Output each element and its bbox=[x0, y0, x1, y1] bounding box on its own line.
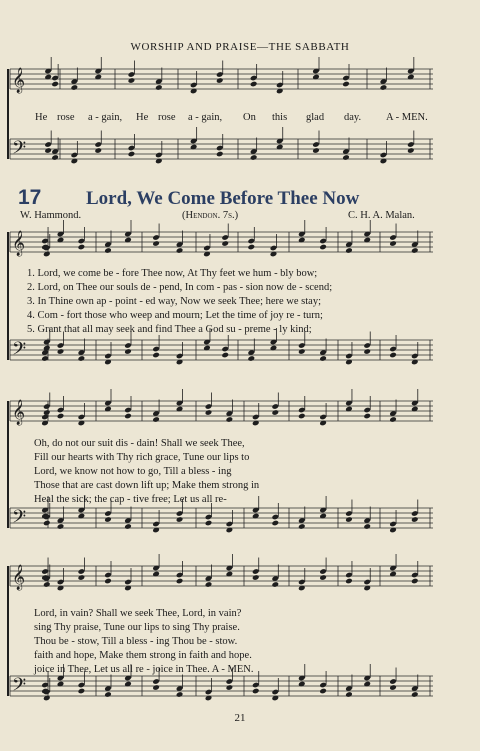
verse-line: Heal the sick; the cap - tive free; Let us all re- bbox=[34, 494, 227, 505]
verse-line: Lord, in vain? Shall we seek Thee, Lord, in vain? bbox=[34, 608, 242, 619]
notehead bbox=[205, 581, 213, 588]
notehead bbox=[226, 684, 234, 691]
notehead bbox=[298, 348, 306, 355]
hymn-author: W. Hammond. bbox=[20, 210, 82, 221]
hymn-composer: C. H. A. Malan. bbox=[348, 210, 415, 221]
hymn-tune: (Hendon. 7s.) bbox=[182, 210, 239, 221]
verse-line: Fill our hearts with Thy rich grace, Tune our lips to bbox=[34, 452, 250, 463]
clef: 𝄢 bbox=[12, 507, 27, 532]
notehead bbox=[152, 684, 160, 691]
notehead bbox=[389, 416, 397, 423]
lyric: rose bbox=[57, 112, 75, 123]
notehead bbox=[216, 77, 224, 84]
notehead bbox=[104, 691, 112, 698]
lyric: He bbox=[136, 112, 149, 123]
notehead bbox=[51, 154, 59, 161]
notehead bbox=[248, 244, 256, 251]
notehead bbox=[176, 578, 184, 585]
notehead bbox=[319, 355, 327, 362]
notehead bbox=[411, 247, 419, 254]
notehead bbox=[363, 348, 371, 355]
notehead bbox=[312, 147, 320, 154]
lyric: A - MEN. bbox=[386, 112, 428, 123]
hymn-title: Lord, We Come Before Thee Now bbox=[86, 188, 360, 209]
notehead bbox=[216, 151, 224, 158]
notehead bbox=[389, 352, 397, 359]
notehead bbox=[319, 574, 327, 581]
lyric: On bbox=[243, 112, 256, 123]
lyric: He bbox=[35, 112, 48, 123]
verse-line: joice in Thee, Let us all re - joice in Thee. A - MEN. bbox=[34, 664, 254, 675]
notehead bbox=[272, 409, 280, 416]
notehead bbox=[78, 688, 86, 695]
notehead bbox=[104, 247, 112, 254]
clef: 𝄞 bbox=[12, 400, 26, 425]
notehead bbox=[78, 355, 86, 362]
lyric: rose bbox=[158, 112, 176, 123]
notehead bbox=[176, 691, 184, 698]
notehead bbox=[411, 578, 419, 585]
notehead bbox=[57, 523, 65, 530]
clef: 𝄢 bbox=[12, 675, 27, 700]
clef: 𝄞 bbox=[12, 231, 26, 256]
notehead bbox=[342, 154, 350, 161]
lyric: a - gain, bbox=[188, 112, 223, 123]
notehead bbox=[363, 413, 371, 420]
verse-line: sing Thy praise, Tune our lips to sing Thy praise. bbox=[34, 622, 240, 633]
notehead bbox=[389, 240, 397, 247]
page-header: WORSHIP AND PRAISE—THE SABBATH bbox=[130, 41, 350, 53]
notehead bbox=[78, 574, 86, 581]
notehead bbox=[124, 348, 132, 355]
notehead bbox=[71, 84, 79, 91]
lyric: day. bbox=[344, 112, 362, 123]
notehead bbox=[51, 81, 59, 88]
notehead bbox=[250, 81, 258, 88]
notehead bbox=[298, 413, 306, 420]
notehead bbox=[272, 581, 280, 588]
notehead bbox=[43, 581, 51, 588]
notehead bbox=[411, 691, 419, 698]
lyric: this bbox=[272, 112, 288, 123]
notehead bbox=[152, 240, 160, 247]
notehead bbox=[155, 84, 163, 91]
verse-line: 2. Lord, on Thee our souls de - pend, In com - pas - sion now de - scend; bbox=[27, 282, 333, 293]
notehead bbox=[94, 147, 102, 154]
notehead bbox=[128, 151, 136, 158]
verse-line: Those that are cast down lift up; Make them strong in bbox=[34, 480, 260, 491]
notehead bbox=[128, 77, 136, 84]
notehead bbox=[43, 409, 51, 416]
notehead bbox=[345, 691, 353, 698]
notehead bbox=[380, 84, 388, 91]
notehead bbox=[152, 416, 160, 423]
verse-line: 5. Grant that all may seek and find Thee a God su - preme - ly kind; bbox=[27, 324, 312, 335]
notehead bbox=[252, 688, 260, 695]
verse-line: 4. Com - fort those who weep and mourn; Let the time of joy re - turn; bbox=[27, 310, 323, 321]
notehead bbox=[345, 516, 353, 523]
notehead bbox=[363, 523, 371, 530]
clef: 𝄢 bbox=[12, 339, 27, 364]
notehead bbox=[176, 516, 184, 523]
notehead bbox=[124, 413, 132, 420]
notehead bbox=[221, 240, 229, 247]
notehead bbox=[407, 147, 415, 154]
notehead bbox=[221, 352, 229, 359]
notehead bbox=[298, 523, 306, 530]
lyric: a - gain, bbox=[88, 112, 123, 123]
verse-line: Lord, we know not how to go, Till a bless - ing bbox=[34, 466, 232, 477]
notehead bbox=[57, 348, 65, 355]
notehead bbox=[43, 520, 51, 527]
verse-line: 1. Lord, we come be - fore Thee now, At Thy feet we hum - bly bow; bbox=[27, 268, 318, 279]
clef: 𝄞 bbox=[12, 68, 26, 93]
notehead bbox=[250, 154, 258, 161]
notehead bbox=[272, 520, 280, 527]
notehead bbox=[152, 352, 160, 359]
notehead bbox=[226, 416, 234, 423]
notehead bbox=[57, 413, 65, 420]
notehead bbox=[319, 688, 327, 695]
notehead bbox=[248, 355, 256, 362]
notehead bbox=[389, 684, 397, 691]
notehead bbox=[104, 578, 112, 585]
notehead bbox=[345, 247, 353, 254]
page-number: 21 bbox=[234, 712, 246, 724]
notehead bbox=[342, 81, 350, 88]
notehead bbox=[205, 520, 213, 527]
notehead bbox=[319, 244, 327, 251]
verse-line: faith and hope, Make them strong in faith and hope. bbox=[34, 650, 252, 661]
notehead bbox=[44, 147, 52, 154]
clef: 𝄞 bbox=[12, 565, 26, 590]
verse-line: Thou be - stow, Till a bless - ing Thou be - stow. bbox=[34, 636, 238, 647]
notehead bbox=[205, 409, 213, 416]
notehead bbox=[104, 516, 112, 523]
verse-line: 3. In Thine own ap - point - ed way, Now we seek Thee; here we stay; bbox=[27, 296, 322, 307]
notehead bbox=[124, 523, 132, 530]
notehead bbox=[176, 247, 184, 254]
lyric: glad bbox=[306, 112, 325, 123]
notehead bbox=[252, 574, 260, 581]
notehead bbox=[411, 516, 419, 523]
clef: 𝄢 bbox=[12, 138, 27, 163]
hymn-number: 17 bbox=[18, 186, 42, 209]
verse-line: Oh, do not our suit dis - dain! Shall we seek Thee, bbox=[34, 438, 245, 449]
notehead bbox=[345, 578, 353, 585]
notehead bbox=[78, 244, 86, 251]
